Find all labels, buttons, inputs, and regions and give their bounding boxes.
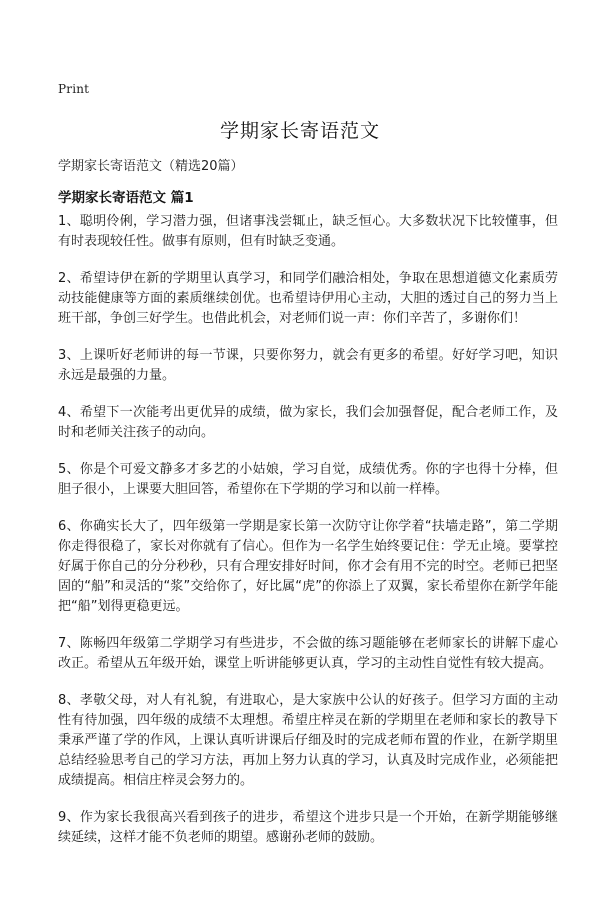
paragraph-3: 3、上课听好老师讲的每一节课，只要你努力，就会有更多的希望。好好学习吧，知识永远是最强的力量。 [58, 348, 558, 383]
document-subtitle: 学期家长寄语范文（精选20篇） [58, 159, 244, 174]
paragraph-list [58, 212, 558, 865]
section-heading: 学期家长寄语范文 篇1 [58, 190, 194, 206]
paragraph-8: 8、孝敬父母，对人有礼貌，有进取心，是大家族中公认的好孩子。但学习方面的主动性有待加强，四年级的成绩不太理想。希望庄梓灵在新的学期里在老师和家长的教导下秉承严谨了学的作风，上课认真听讲课后仔细及时的完成老师布置的作业，在新学期里总结经验思考自己的学习方法，再加上努力认真的学习，认真及时完成作业，必须能把成绩提高。相信庄梓灵会努力的。 [58, 693, 558, 788]
paragraph-5: 5、你是个可爱文静多才多艺的小姑娘，学习自觉，成绩优秀。你的字也得十分棒，但胆子很小，上课要大胆回答，希望你在下学期的学习和以前一样棒。 [58, 462, 558, 497]
paragraph-2: 2、希望诗伊在新的学期里认真学习，和同学们融洽相处，争取在思想道德文化素质劳动技能健康等方面的素质继续创优。也希望诗伊用心主动，大胆的透过自己的努力当上班干部，争创三好学生。也借此机会，对老师们说一声：你们辛苦了，多谢你们！ [58, 271, 558, 326]
paragraph-9: 9、作为家长我很高兴看到孩子的进步，希望这个进步只是一个开始，在新学期能够继续延续，这样才能不负老师的期望。感谢孙老师的鼓励。 [58, 810, 558, 845]
paragraph-4: 4、希望下一次能考出更优异的成绩，做为家长，我们会加强督促，配合老师工作，及时和老师关注孩子的动向。 [58, 405, 558, 440]
paragraph-7: 7、陈畅四年级第二学期学习有些进步，不会做的练习题能够在老师家长的讲解下虚心改正。希望从五年级开始，课堂上听讲能够更认真，学习的主动性自觉性有较大提高。 [58, 636, 558, 671]
paragraph-6: 6、你确实长大了，四年级第一学期是家长第一次防守让你学着“扶墙走路”，第二学期你走得很稳了，家长对你就有了信心。但作为一名学生始终要记住：学无止境。要掌控好属于你自己的分分秒秒，只有合理安排好时间，你才会有用不完的时空。老师已把坚固的“船”和灵活的“浆”交给你了，好比属“虎”的你添上了双翼，家长希望你在新学年能把“船”划得更稳更远。 [58, 519, 558, 614]
paragraph-1: 1、聪明伶俐，学习潜力强，但诸事浅尝辄止，缺乏恒心。大多数状况下比较懂事，但有时表现较任性。做事有原则，但有时缺乏变通。 [58, 214, 558, 249]
print-label: Print [58, 82, 90, 96]
page-title: 学期家长寄语范文 [219, 120, 380, 142]
